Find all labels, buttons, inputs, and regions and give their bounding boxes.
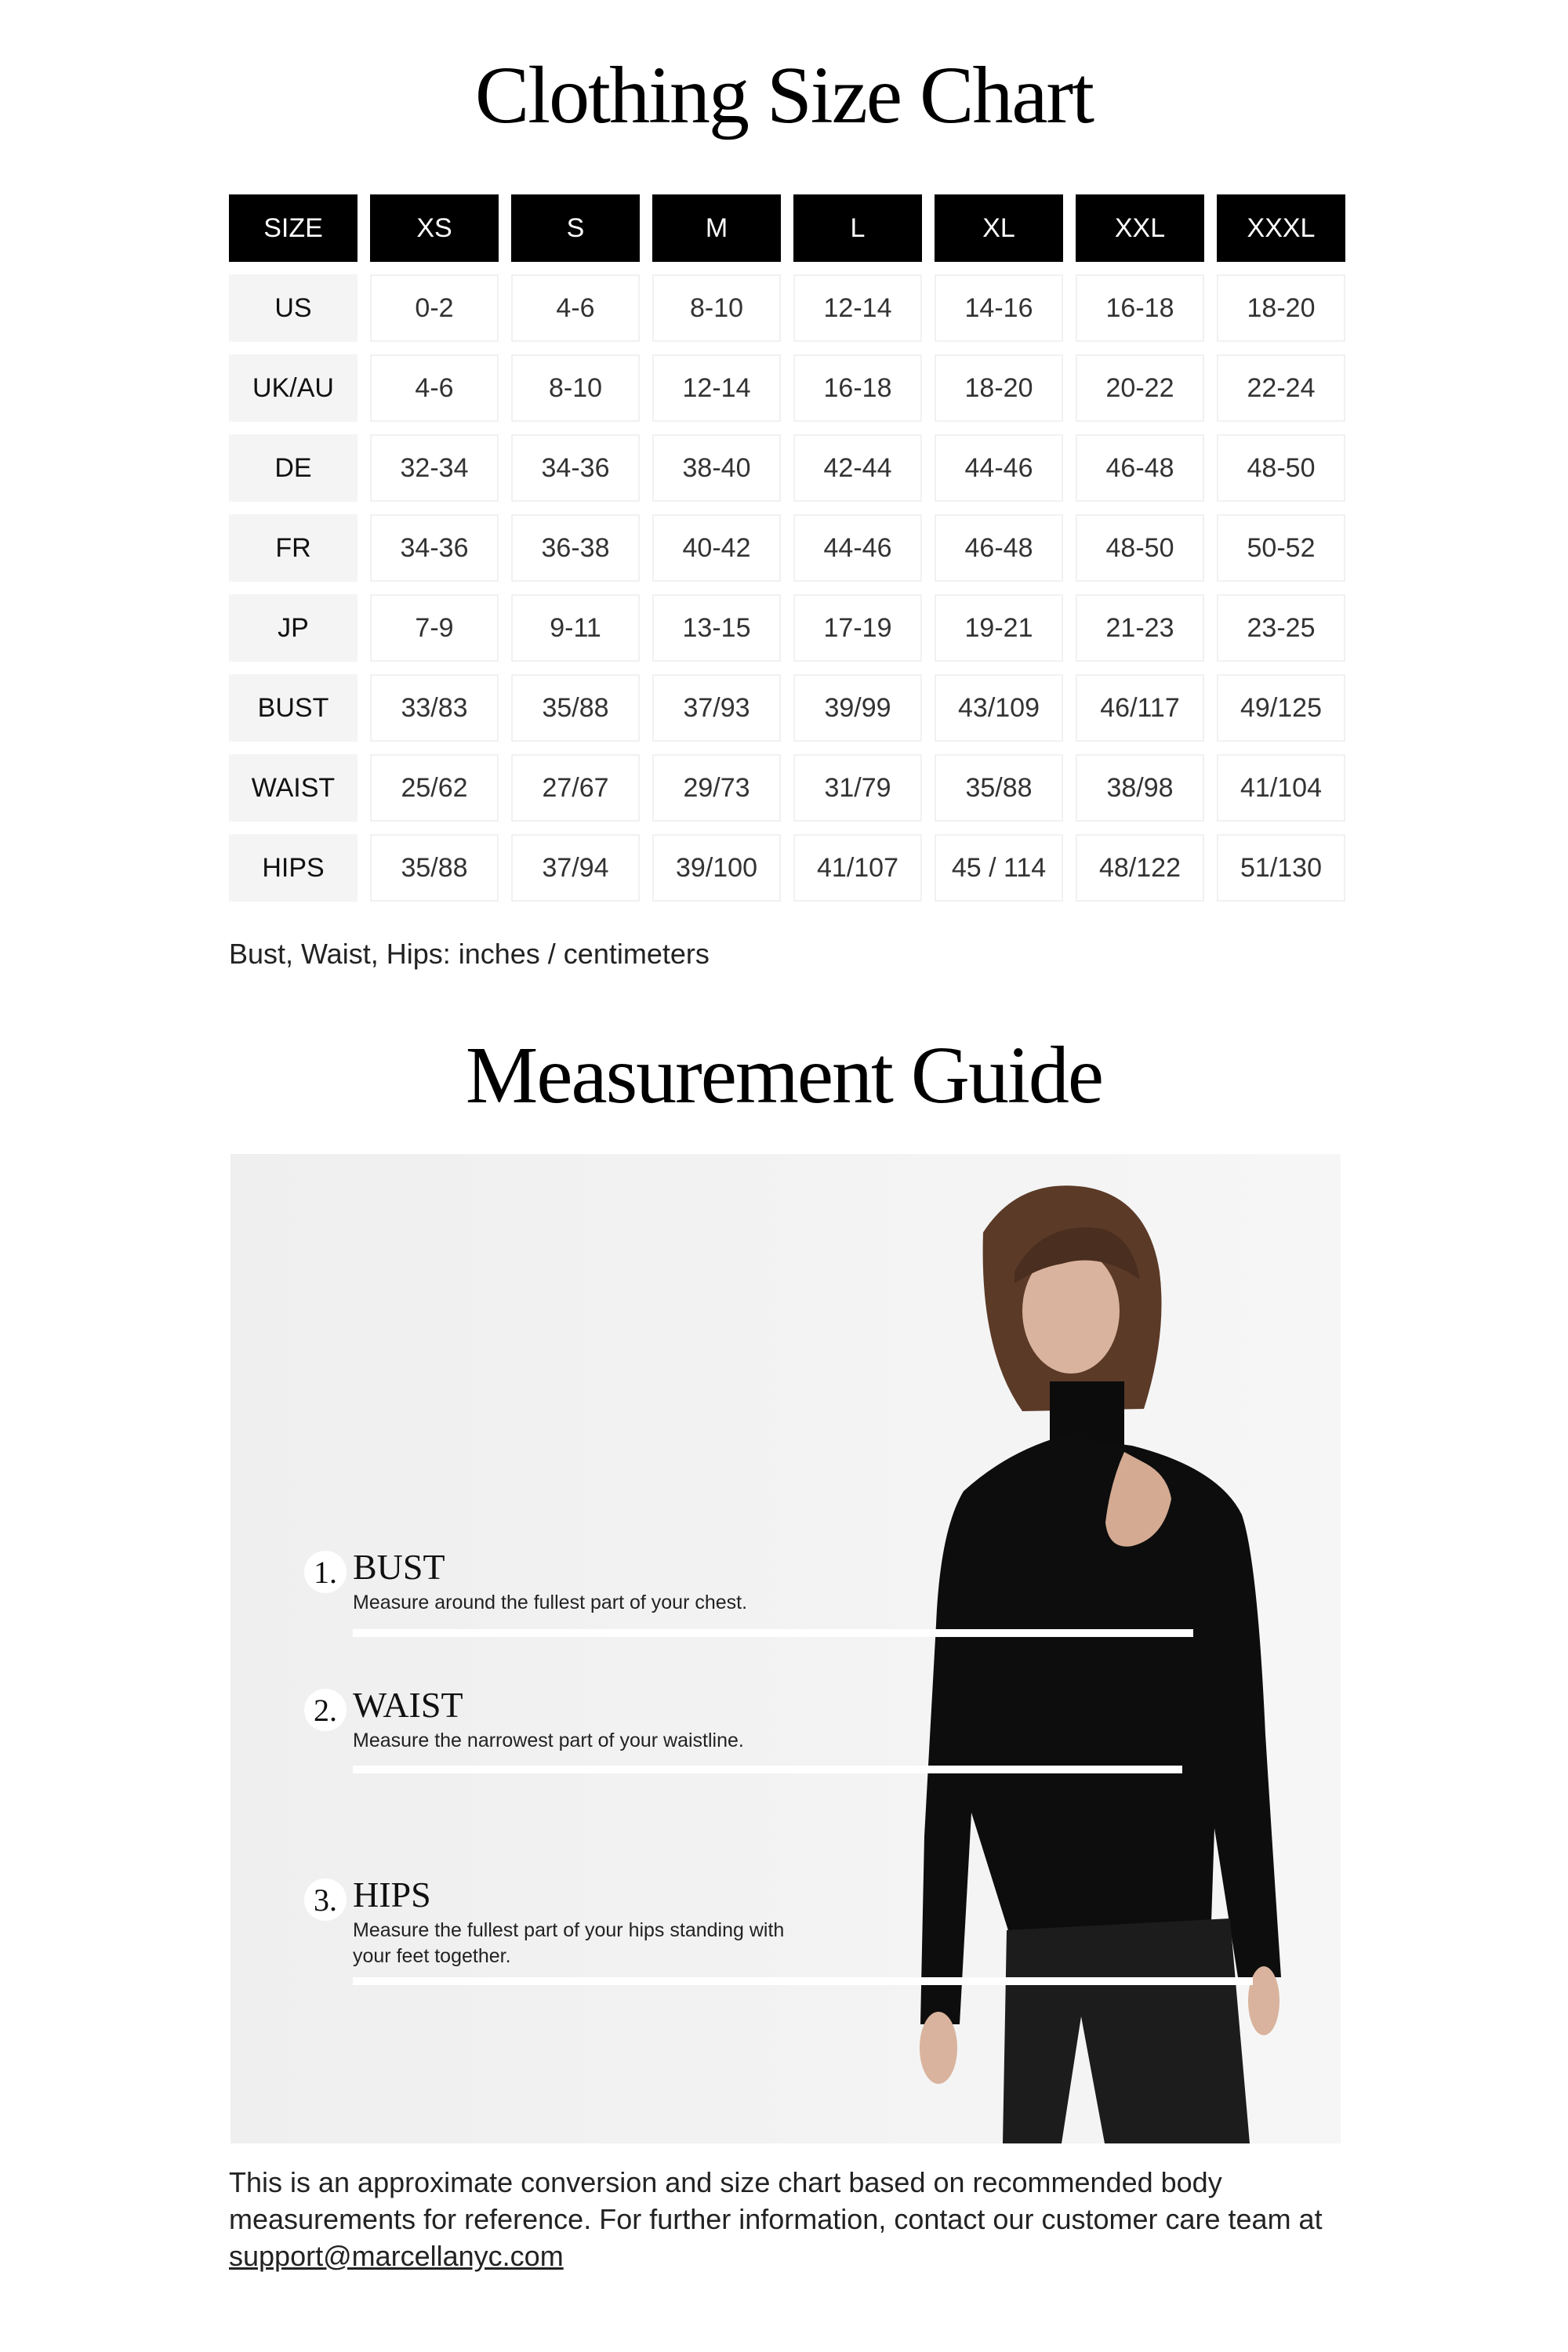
size-cell: 35/88 — [935, 754, 1063, 822]
size-cell: 16-18 — [1076, 274, 1204, 342]
size-cell: 14-16 — [935, 274, 1063, 342]
disclaimer — [229, 2164, 1350, 2274]
size-cell: 49/125 — [1217, 674, 1345, 742]
disclaimer-text: This is an approximate conversion and size chart based on recommended body measurements for reference. For further information, contact our customer care team at — [229, 2166, 1323, 2235]
size-cell: 34-36 — [511, 434, 640, 502]
size-cell: 43/109 — [935, 674, 1063, 742]
support-email-link[interactable]: support@marcellanyc.com — [229, 2240, 564, 2272]
size-cell: 48-50 — [1217, 434, 1345, 502]
size-cell: 42-44 — [793, 434, 922, 502]
size-header-cell: M — [652, 194, 781, 262]
size-cell: 45 / 114 — [935, 834, 1063, 902]
size-cell: 19-21 — [935, 594, 1063, 662]
step-label: WAIST — [353, 1685, 463, 1725]
size-cell: 41/107 — [793, 834, 922, 902]
size-cell: 32-34 — [370, 434, 499, 502]
step-description: Measure around the fullest part of your chest. — [353, 1592, 748, 1613]
row-label: WAIST — [229, 754, 358, 822]
size-cell: 39/99 — [793, 674, 922, 742]
size-cell: 8-10 — [652, 274, 781, 342]
size-header-cell: XL — [935, 194, 1063, 262]
size-header-cell: L — [793, 194, 922, 262]
size-cell: 16-18 — [793, 354, 922, 422]
units-note: Bust, Waist, Hips: inches / centimeters — [229, 938, 710, 970]
step-label: HIPS — [353, 1875, 431, 1915]
model-figure — [230, 1154, 1341, 2143]
size-cell: 13-15 — [652, 594, 781, 662]
size-cell: 9-11 — [511, 594, 640, 662]
size-cell: 48/122 — [1076, 834, 1204, 902]
size-cell: 21-23 — [1076, 594, 1204, 662]
size-header-cell: S — [511, 194, 640, 262]
size-cell: 27/67 — [511, 754, 640, 822]
size-cell: 41/104 — [1217, 754, 1345, 822]
size-cell: 18-20 — [1217, 274, 1345, 342]
size-header-label: SIZE — [229, 194, 358, 262]
size-cell: 4-6 — [511, 274, 640, 342]
size-cell: 22-24 — [1217, 354, 1345, 422]
step-number: 2. — [304, 1689, 347, 1731]
measurement-guide-image — [230, 1154, 1341, 2143]
size-cell: 12-14 — [652, 354, 781, 422]
size-cell: 7-9 — [370, 594, 499, 662]
row-label: DE — [229, 434, 358, 502]
size-cell: 0-2 — [370, 274, 499, 342]
bust-measure-line — [353, 1629, 1193, 1637]
row-label: US — [229, 274, 358, 342]
size-cell: 51/130 — [1217, 834, 1345, 902]
row-label: BUST — [229, 674, 358, 742]
step-number: 1. — [304, 1551, 347, 1593]
size-cell: 31/79 — [793, 754, 922, 822]
size-cell: 46-48 — [935, 514, 1063, 582]
size-cell: 29/73 — [652, 754, 781, 822]
size-cell: 12-14 — [793, 274, 922, 342]
waist-measure-line — [353, 1766, 1182, 1773]
size-cell: 36-38 — [511, 514, 640, 582]
size-cell: 35/88 — [511, 674, 640, 742]
row-label: UK/AU — [229, 354, 358, 422]
size-cell: 18-20 — [935, 354, 1063, 422]
size-cell: 23-25 — [1217, 594, 1345, 662]
step-label: BUST — [353, 1547, 445, 1587]
size-cell: 35/88 — [370, 834, 499, 902]
size-cell: 38/98 — [1076, 754, 1204, 822]
size-header-cell: XXXL — [1217, 194, 1345, 262]
step-description: Measure the narrowest part of your waistline. — [353, 1730, 744, 1751]
size-chart-table — [229, 194, 1345, 902]
step-number: 3. — [304, 1878, 347, 1921]
size-header-cell: XS — [370, 194, 499, 262]
size-cell: 37/93 — [652, 674, 781, 742]
hips-measure-line — [353, 1977, 1253, 1985]
size-cell: 40-42 — [652, 514, 781, 582]
size-cell: 25/62 — [370, 754, 499, 822]
size-chart-title: Clothing Size Chart — [474, 50, 1094, 140]
size-cell: 20-22 — [1076, 354, 1204, 422]
size-cell: 44-46 — [935, 434, 1063, 502]
size-cell: 8-10 — [511, 354, 640, 422]
size-cell: 17-19 — [793, 594, 922, 662]
step-description: Measure the fullest part of your hips standing with your feet together. — [353, 1919, 785, 1967]
size-header-cell: XXL — [1076, 194, 1204, 262]
size-cell: 37/94 — [511, 834, 640, 902]
size-cell: 46/117 — [1076, 674, 1204, 742]
size-cell: 34-36 — [370, 514, 499, 582]
size-cell: 44-46 — [793, 514, 922, 582]
row-label: HIPS — [229, 834, 358, 902]
size-cell: 48-50 — [1076, 514, 1204, 582]
size-cell: 50-52 — [1217, 514, 1345, 582]
row-label: FR — [229, 514, 358, 582]
size-cell: 33/83 — [370, 674, 499, 742]
measurement-guide-title: Measurement Guide — [465, 1030, 1103, 1120]
row-label: JP — [229, 594, 358, 662]
size-cell: 4-6 — [370, 354, 499, 422]
size-cell: 38-40 — [652, 434, 781, 502]
size-cell: 46-48 — [1076, 434, 1204, 502]
size-cell: 39/100 — [652, 834, 781, 902]
